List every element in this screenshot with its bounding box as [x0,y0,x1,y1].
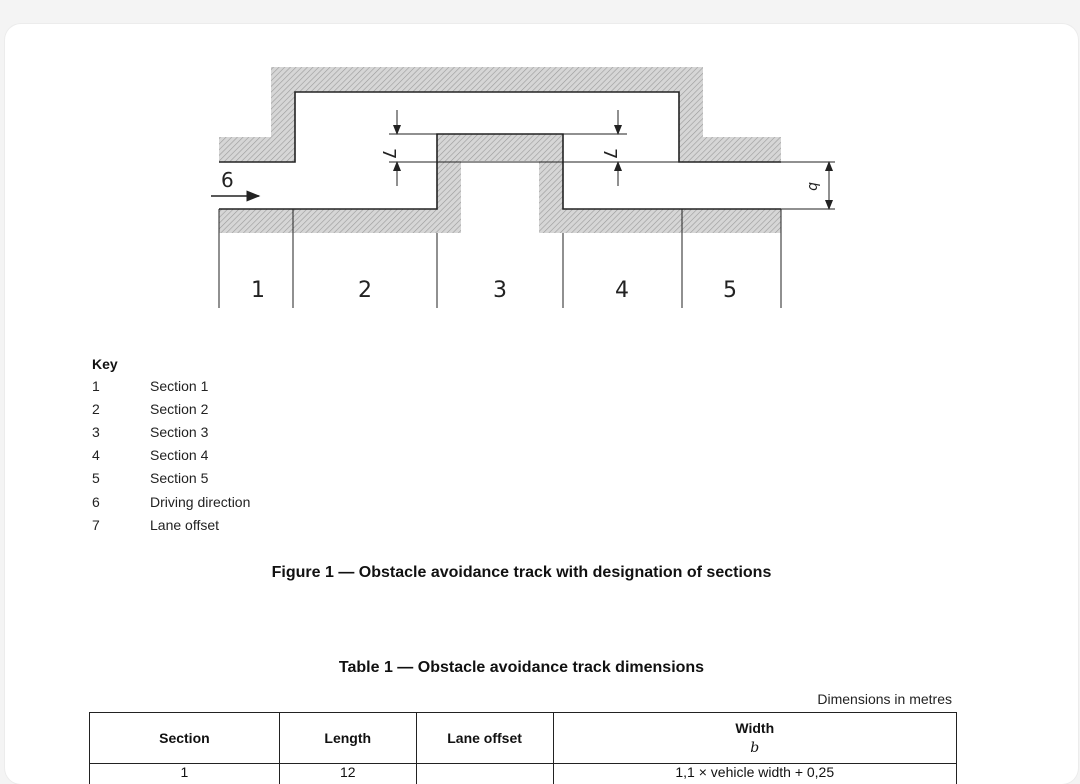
key-item [92,376,392,396]
lane-offset-label-left: 7 [378,148,399,159]
document-card [5,24,1078,784]
key-item-text: Section 4 [150,445,208,465]
section-label-4: 4 [615,278,629,303]
lane-offset-label-right: 7 [599,148,620,159]
key-item-text: Lane offset [150,515,219,535]
table-header-row [90,713,957,764]
header-lane-offset: Lane offset [416,713,553,764]
header-width [553,713,957,764]
dimensions-table [89,712,957,784]
section-label-3: 3 [493,278,507,303]
dimensions-note: Dimensions in metres [817,691,952,707]
key-item-number: 5 [92,468,122,488]
key-item [92,422,392,442]
key-item-text: Section 1 [150,376,208,396]
table-caption: Table 1 — Obstacle avoidance track dimensions [5,659,1038,677]
header-width-label: Width [735,720,774,736]
key-item-text: Driving direction [150,492,250,512]
key-item [92,515,392,535]
key-item-number: 6 [92,492,122,512]
key-item-number: 1 [92,376,122,396]
section-label-1: 1 [251,278,265,303]
key-item [92,468,392,488]
key-item-number: 4 [92,445,122,465]
figure-caption: Figure 1 — Obstacle avoidance track with designation of sections [5,564,1038,582]
header-section: Section [90,713,280,764]
key-item [92,445,392,465]
key-item-text: Section 2 [150,399,208,419]
header-width-symbol: b [554,740,957,756]
section-label-5: 5 [723,278,737,303]
key-item-number: 3 [92,422,122,442]
key-item-text: Section 3 [150,422,208,442]
cell-section: 1 [90,764,280,784]
section-label-2: 2 [358,278,372,303]
key-item-number: 2 [92,399,122,419]
cell-width: 1,1 × vehicle width + 0,25 [553,764,957,784]
driving-direction-label: 6 [221,168,234,192]
cell-length: 12 [279,764,416,784]
key-item-number: 7 [92,515,122,535]
key-item [92,399,392,419]
key-item-text: Section 5 [150,468,208,488]
width-symbol-label: b [805,182,821,191]
key-item [92,492,392,512]
header-length: Length [279,713,416,764]
track-figure [5,24,1078,334]
key-title: Key [92,356,118,372]
